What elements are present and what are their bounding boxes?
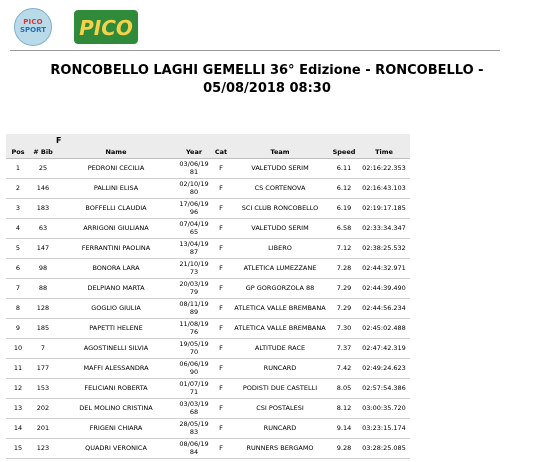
cell-team: RUNNERS BERGAMO <box>230 439 330 459</box>
cell-team: RUNCARD <box>230 359 330 379</box>
cell-bib: 7 <box>30 339 56 359</box>
cell-bib: 63 <box>30 219 56 239</box>
cell-name: FELICIANI ROBERTA <box>56 379 176 399</box>
cell-name: FRIGENI CHIARA <box>56 419 176 439</box>
cell-pos: 13 <box>6 399 30 419</box>
cell-speed: 7.29 <box>330 279 358 299</box>
cell-speed: 6.58 <box>330 219 358 239</box>
cell-team: VALETUDO SERIM <box>230 159 330 179</box>
cell-pos: 9 <box>6 319 30 339</box>
cell-pos: 12 <box>6 379 30 399</box>
cell-year: 07/04/19 65 <box>176 219 212 239</box>
cell-time: 02:33:34.347 <box>358 219 410 239</box>
cell-pos: 1 <box>6 159 30 179</box>
header-divider <box>10 50 500 51</box>
table-row <box>6 299 410 319</box>
cell-team: ALTITUDE RACE <box>230 339 330 359</box>
table-row <box>6 219 410 239</box>
cell-name: AGOSTINELLI SILVIA <box>56 339 176 359</box>
cell-pos: 7 <box>6 279 30 299</box>
cell-cat: F <box>212 399 230 419</box>
logo-text-line2: SPORT <box>20 26 46 34</box>
pico-sport-logo <box>12 8 52 46</box>
cell-time: 02:38:25.532 <box>358 239 410 259</box>
cell-pos: 10 <box>6 339 30 359</box>
cell-bib: 88 <box>30 279 56 299</box>
event-date-time: 05/08/2018 08:30 <box>203 81 331 96</box>
cell-time: 02:47:42.319 <box>358 339 410 359</box>
cell-pos: 4 <box>6 219 30 239</box>
cell-bib: 146 <box>30 179 56 199</box>
table-row <box>6 419 410 439</box>
cell-name: ARRIGONI GIULIANA <box>56 219 176 239</box>
cell-team: GP GORGORZOLA 88 <box>230 279 330 299</box>
cell-year: 13/04/19 87 <box>176 239 212 259</box>
cell-pos: 14 <box>6 419 30 439</box>
cell-pos: 6 <box>6 259 30 279</box>
cell-time: 03:00:35.720 <box>358 399 410 419</box>
table-row <box>6 399 410 419</box>
table-row <box>6 379 410 399</box>
cell-time: 02:16:22.353 <box>358 159 410 179</box>
event-name: RONCOBELLO LAGHI GEMELLI 36° Edizione - RONCOBELLO - <box>50 63 484 78</box>
cell-speed: 7.37 <box>330 339 358 359</box>
cell-year: 17/06/19 96 <box>176 199 212 219</box>
cell-year: 19/05/19 70 <box>176 339 212 359</box>
cell-name: MAFFI ALESSANDRA <box>56 359 176 379</box>
cell-year: 08/06/19 84 <box>176 439 212 459</box>
cell-team: CSI POSTALESI <box>230 399 330 419</box>
cell-name: PALLINI ELISA <box>56 179 176 199</box>
table-row <box>6 259 410 279</box>
cell-speed: 6.11 <box>330 159 358 179</box>
cell-team: PODISTI DUE CASTELLI <box>230 379 330 399</box>
cell-year: 02/10/19 80 <box>176 179 212 199</box>
col-header-team: Team <box>230 146 330 159</box>
cell-bib: 177 <box>30 359 56 379</box>
col-header-bib: # Bib <box>30 146 56 159</box>
cell-speed: 8.05 <box>330 379 358 399</box>
col-header-year: Year <box>176 146 212 159</box>
cell-year: 08/11/19 89 <box>176 299 212 319</box>
cell-bib: 202 <box>30 399 56 419</box>
cell-year: 03/03/19 68 <box>176 399 212 419</box>
logo-text-line1: PICO <box>23 18 43 26</box>
col-header-speed: Speed <box>330 146 358 159</box>
cell-speed: 7.29 <box>330 299 358 319</box>
cell-cat: F <box>212 239 230 259</box>
results-body <box>6 159 410 459</box>
cell-time: 03:23:15.174 <box>358 419 410 439</box>
cell-name: BOFFELLI CLAUDIA <box>56 199 176 219</box>
cell-cat: F <box>212 219 230 239</box>
event-title <box>0 62 534 98</box>
cell-team: RUNCARD <box>230 419 330 439</box>
cell-team: ATLETICA LUMEZZANE <box>230 259 330 279</box>
cell-pos: 8 <box>6 299 30 319</box>
results-table <box>6 134 410 459</box>
cell-team: ATLETICA VALLE BREMBANA <box>230 319 330 339</box>
cell-name: PAPETTI HELENE <box>56 319 176 339</box>
cell-name: FERRANTINI PAOLINA <box>56 239 176 259</box>
table-row <box>6 319 410 339</box>
cell-year: 03/06/19 81 <box>176 159 212 179</box>
column-header-row <box>6 146 410 159</box>
table-row <box>6 179 410 199</box>
cell-speed: 7.30 <box>330 319 358 339</box>
cell-name: BONORA LARA <box>56 259 176 279</box>
cell-name: DEL MOLINO CRISTINA <box>56 399 176 419</box>
cell-name: QUADRI VERONICA <box>56 439 176 459</box>
cell-time: 02:44:39.490 <box>358 279 410 299</box>
cell-bib: 147 <box>30 239 56 259</box>
table-row <box>6 439 410 459</box>
table-row <box>6 239 410 259</box>
cell-bib: 128 <box>30 299 56 319</box>
cell-speed: 7.12 <box>330 239 358 259</box>
cell-team: ATLETICA VALLE BREMBANA <box>230 299 330 319</box>
cell-year: 28/05/19 83 <box>176 419 212 439</box>
pico-logo-text: PICO <box>79 16 133 40</box>
cell-bib: 153 <box>30 379 56 399</box>
cell-cat: F <box>212 199 230 219</box>
category-row <box>6 134 410 146</box>
cell-team: SCI CLUB RONCOBELLO <box>230 199 330 219</box>
cell-speed: 6.19 <box>330 199 358 219</box>
cell-team: VALETUDO SERIM <box>230 219 330 239</box>
table-row <box>6 279 410 299</box>
cell-cat: F <box>212 299 230 319</box>
cell-time: 02:44:32.971 <box>358 259 410 279</box>
cell-year: 01/07/19 71 <box>176 379 212 399</box>
cell-year: 11/08/19 76 <box>176 319 212 339</box>
cell-cat: F <box>212 359 230 379</box>
cell-speed: 9.28 <box>330 439 358 459</box>
cell-time: 02:19:17.185 <box>358 199 410 219</box>
cell-name: PEDRONI CECILIA <box>56 159 176 179</box>
cell-bib: 123 <box>30 439 56 459</box>
cell-cat: F <box>212 439 230 459</box>
cell-year: 21/10/19 73 <box>176 259 212 279</box>
cell-pos: 5 <box>6 239 30 259</box>
cell-time: 02:44:56.234 <box>358 299 410 319</box>
cell-cat: F <box>212 259 230 279</box>
cell-speed: 6.12 <box>330 179 358 199</box>
cell-time: 02:49:24.623 <box>358 359 410 379</box>
cell-cat: F <box>212 279 230 299</box>
cell-team: LIBERO <box>230 239 330 259</box>
cell-speed: 7.42 <box>330 359 358 379</box>
cell-bib: 201 <box>30 419 56 439</box>
cell-year: 06/06/19 90 <box>176 359 212 379</box>
col-header-cat: Cat <box>212 146 230 159</box>
cell-year: 20/03/19 79 <box>176 279 212 299</box>
cell-speed: 7.28 <box>330 259 358 279</box>
cell-name: DELPIANO MARTA <box>56 279 176 299</box>
col-header-name: Name <box>56 146 176 159</box>
cell-cat: F <box>212 159 230 179</box>
col-header-time: Time <box>358 146 410 159</box>
cell-bib: 183 <box>30 199 56 219</box>
cell-cat: F <box>212 419 230 439</box>
cell-bib: 25 <box>30 159 56 179</box>
pico-logo <box>74 10 138 44</box>
cell-name: GOGLIO GIULIA <box>56 299 176 319</box>
cell-cat: F <box>212 319 230 339</box>
cell-speed: 8.12 <box>330 399 358 419</box>
cell-pos: 2 <box>6 179 30 199</box>
table-row <box>6 199 410 219</box>
table-row <box>6 339 410 359</box>
cell-cat: F <box>212 179 230 199</box>
cell-pos: 11 <box>6 359 30 379</box>
table-row <box>6 159 410 179</box>
cell-bib: 98 <box>30 259 56 279</box>
cell-team: CS CORTENOVA <box>230 179 330 199</box>
cell-time: 03:28:25.085 <box>358 439 410 459</box>
category-label: F <box>56 134 176 146</box>
table-row <box>6 359 410 379</box>
cell-bib: 185 <box>30 319 56 339</box>
col-header-pos: Pos <box>6 146 30 159</box>
cell-cat: F <box>212 379 230 399</box>
cell-time: 02:57:54.386 <box>358 379 410 399</box>
cell-pos: 3 <box>6 199 30 219</box>
cell-time: 02:16:43.103 <box>358 179 410 199</box>
cell-speed: 9.14 <box>330 419 358 439</box>
cell-time: 02:45:02.488 <box>358 319 410 339</box>
cell-pos: 15 <box>6 439 30 459</box>
cell-cat: F <box>212 339 230 359</box>
